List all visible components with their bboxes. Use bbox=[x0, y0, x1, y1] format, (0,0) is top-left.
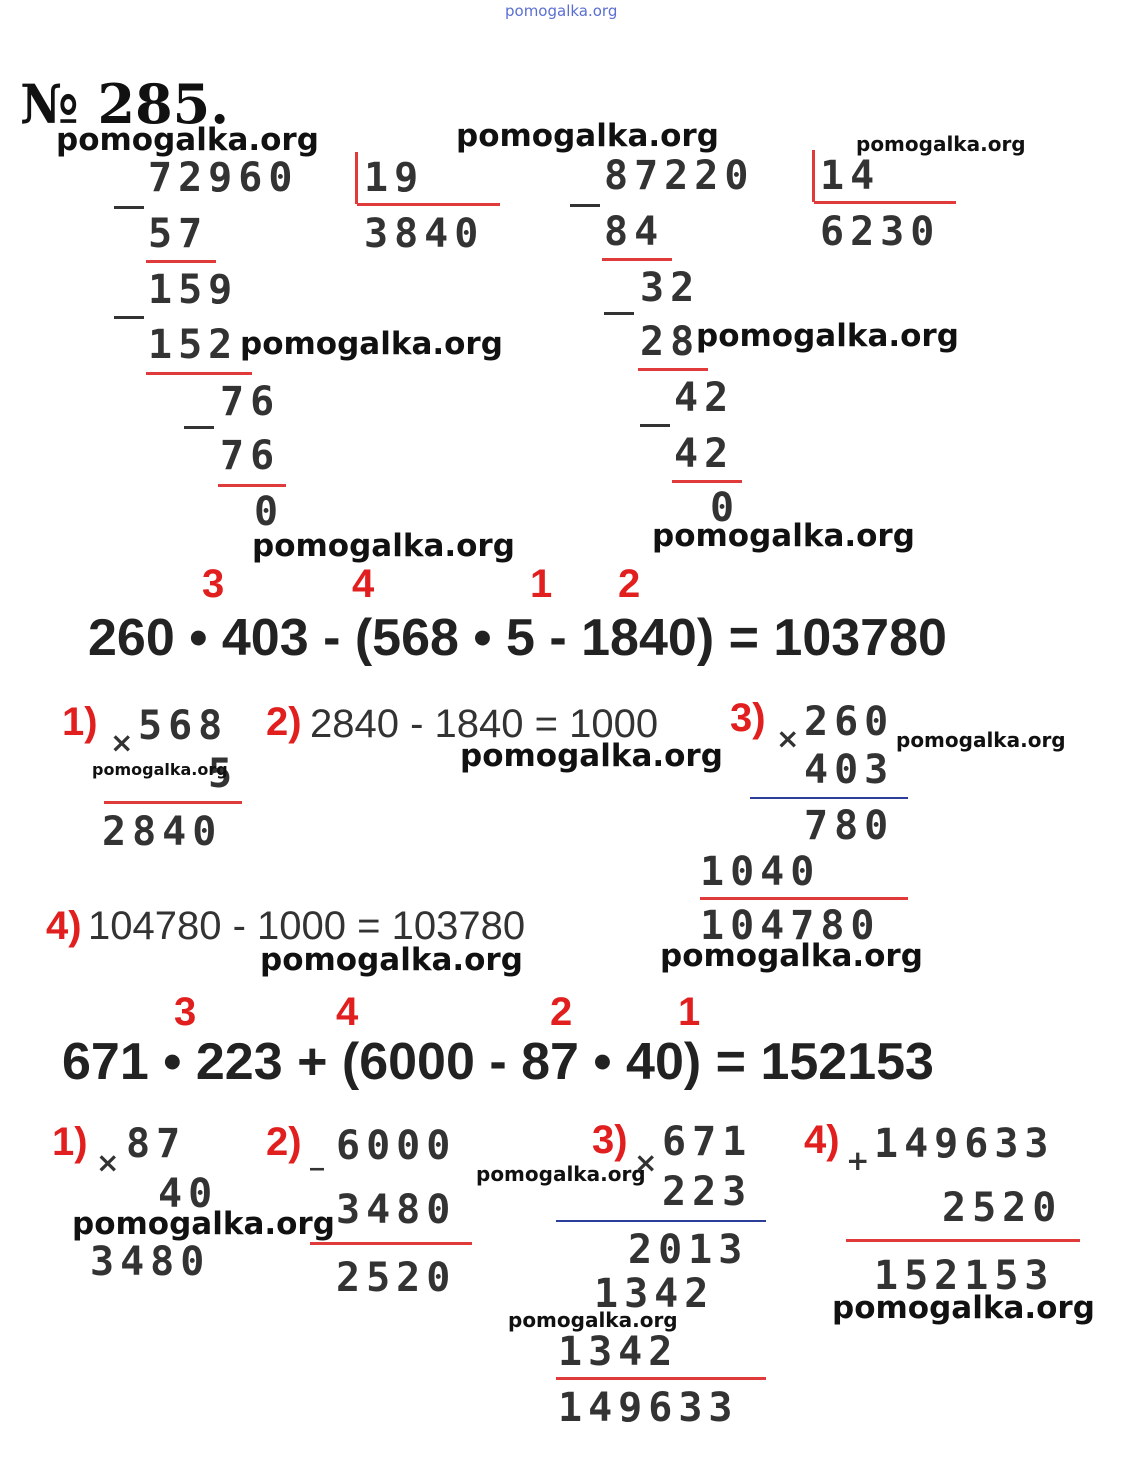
product: 149633 bbox=[558, 1385, 739, 1431]
step-label: 2) bbox=[266, 1120, 302, 1164]
step: 0 bbox=[710, 485, 741, 531]
watermark: pomogalka.org bbox=[696, 318, 959, 354]
step: 76 bbox=[220, 379, 281, 425]
order-mark: 1 bbox=[530, 562, 553, 606]
factor: 40 bbox=[158, 1171, 219, 1217]
dividend: 87220 bbox=[604, 153, 755, 199]
order-mark: 4 bbox=[352, 562, 375, 606]
times-sign: × bbox=[96, 1146, 120, 1179]
factor: 260 bbox=[804, 699, 895, 745]
dividend: 72960 bbox=[148, 155, 299, 201]
watermark: pomogalka.org bbox=[476, 1162, 646, 1186]
step: 42 bbox=[674, 431, 735, 477]
watermark: pomogalka.org bbox=[252, 528, 515, 564]
step-label: 1) bbox=[62, 700, 98, 744]
calc-text: 2840 - 1840 = 1000 bbox=[310, 702, 659, 746]
minuend: 6000 bbox=[336, 1123, 457, 1169]
times-sign: × bbox=[776, 722, 800, 755]
order-mark: 1 bbox=[678, 990, 701, 1034]
step: 0 bbox=[254, 489, 285, 535]
partial-product: 1040 bbox=[700, 849, 821, 895]
watermark: pomogalka.org bbox=[72, 1206, 335, 1242]
watermark: pomogalka.org bbox=[56, 122, 319, 158]
sum: 152153 bbox=[874, 1253, 1055, 1299]
watermark: pomogalka.org bbox=[660, 938, 923, 974]
product: 104780 bbox=[700, 903, 881, 949]
factor: 568 bbox=[138, 703, 229, 749]
minus-sign: _ bbox=[310, 1138, 324, 1171]
order-mark: 3 bbox=[174, 990, 197, 1034]
watermark: pomogalka.org bbox=[508, 1308, 678, 1332]
expression: 671 • 223 + (6000 - 87 • 40) = 152153 bbox=[62, 1033, 934, 1091]
addend: 149633 bbox=[874, 1121, 1055, 1167]
step-label: 4) bbox=[46, 904, 82, 948]
watermark: pomogalka.org bbox=[240, 326, 503, 362]
step-label: 2) bbox=[266, 700, 302, 744]
step-label: 3) bbox=[592, 1118, 628, 1162]
divisor: 19 bbox=[364, 155, 425, 201]
watermark: pomogalka.org bbox=[896, 728, 1066, 752]
divisor: 14 bbox=[820, 153, 881, 199]
step-label: 3) bbox=[730, 696, 766, 740]
calc-text: 104780 - 1000 = 103780 bbox=[88, 904, 526, 948]
step: 57 bbox=[148, 211, 209, 257]
step: 152 bbox=[148, 322, 239, 368]
partial-product: 780 bbox=[804, 803, 895, 849]
order-mark: 2 bbox=[550, 990, 573, 1034]
problem-number: № 285. bbox=[20, 72, 230, 136]
partial-product: 1342 bbox=[594, 1271, 715, 1317]
factor: 87 bbox=[126, 1121, 187, 1167]
times-sign: × bbox=[110, 726, 134, 759]
step: 32 bbox=[640, 265, 701, 311]
watermark: pomogalka.org bbox=[832, 1290, 1095, 1326]
difference: 2520 bbox=[336, 1255, 457, 1301]
quotient: 6230 bbox=[820, 209, 941, 255]
watermark: pomogalka.org bbox=[460, 738, 723, 774]
step-label: 4) bbox=[804, 1118, 840, 1162]
quotient: 3840 bbox=[364, 211, 485, 257]
order-mark: 4 bbox=[336, 990, 359, 1034]
step: 42 bbox=[674, 375, 735, 421]
watermark: pomogalka.org bbox=[260, 942, 523, 978]
product: 2840 bbox=[102, 809, 223, 855]
factor: 223 bbox=[662, 1169, 753, 1215]
subtrahend: 3480 bbox=[336, 1187, 457, 1233]
watermark: pomogalka.org bbox=[652, 518, 915, 554]
expression: 260 • 403 - (568 • 5 - 1840) = 103780 bbox=[88, 609, 947, 667]
plus-sign: + bbox=[846, 1144, 870, 1177]
step: 159 bbox=[148, 267, 239, 313]
step: 76 bbox=[220, 433, 281, 479]
partial-product: 2013 bbox=[628, 1227, 749, 1273]
step-label: 1) bbox=[52, 1120, 88, 1164]
watermark: pomogalka.org bbox=[456, 118, 719, 154]
addend: 2520 bbox=[942, 1185, 1063, 1231]
factor: 403 bbox=[804, 747, 895, 793]
factor: 5 bbox=[208, 751, 239, 797]
step: 28 bbox=[640, 319, 701, 365]
times-sign: × bbox=[634, 1146, 658, 1179]
order-mark: 3 bbox=[202, 562, 225, 606]
watermark: pomogalka.org bbox=[92, 760, 228, 779]
order-mark: 2 bbox=[618, 562, 641, 606]
factor: 671 bbox=[662, 1119, 753, 1165]
partial-product: 1342 bbox=[558, 1329, 679, 1375]
watermark: pomogalka.org bbox=[856, 132, 1026, 156]
product: 3480 bbox=[90, 1239, 211, 1285]
watermark-top: pomogalka.org bbox=[505, 2, 618, 20]
step: 84 bbox=[604, 209, 665, 255]
